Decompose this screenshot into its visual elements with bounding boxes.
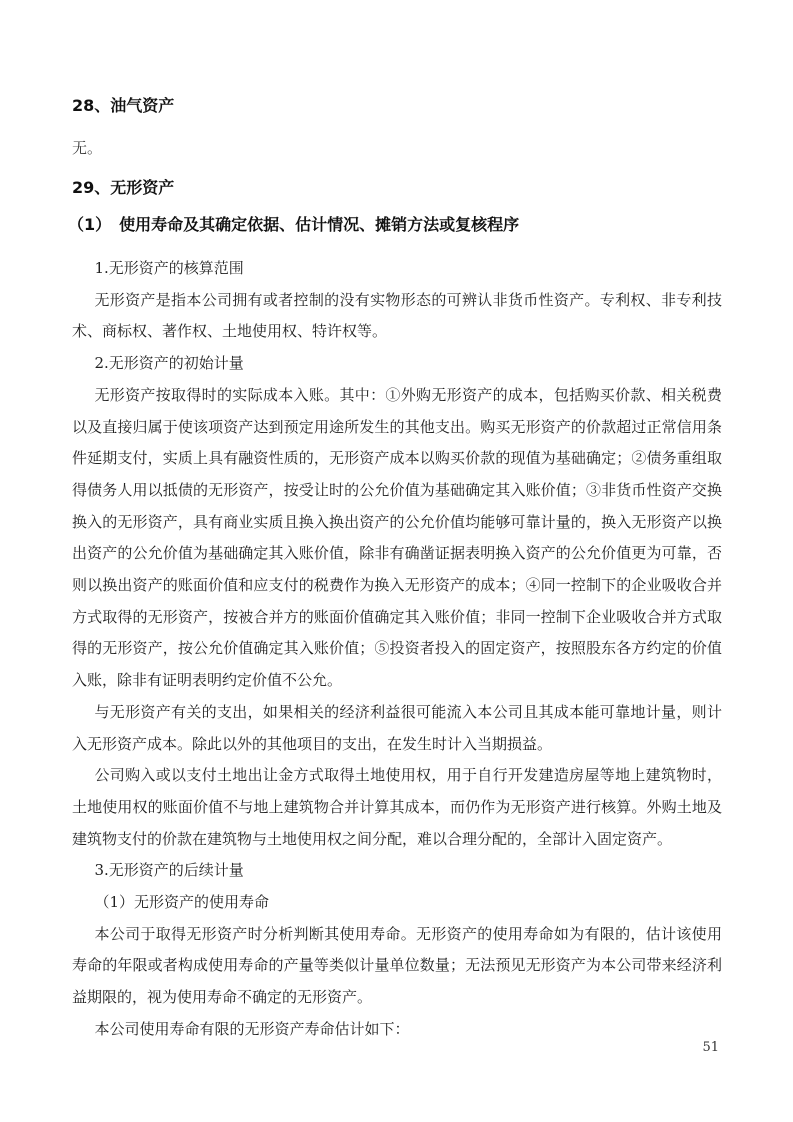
list-item-subsequent-measurement: 3.无形资产的后续计量 (94, 861, 244, 880)
paragraph-useful-life-estimate-intro: 本公司使用寿命有限的无形资产寿命估计如下： (94, 1019, 410, 1038)
page-number: 51 (702, 1040, 719, 1055)
paragraph-land-use-right: 公司购入或以支付土地出让金方式取得土地使用权，用于自行开发建造房屋等地上建筑物时，土地使用权的账面价值不与地上建筑物合并计算其成本，而仍作为无形资产进行核算。外购土地及建筑物支付的价款在建筑物与土地使用权之间分配，难以合理分配的，全部计入固定资产。 (72, 766, 722, 848)
paragraph-related-expenditure: 与无形资产有关的支出，如果相关的经济利益很可能流入本公司且其成本能可靠地计量，则计入无形资产成本。除此以外的其他项目的支出，在发生时计入当期损益。 (72, 702, 722, 753)
list-item-initial-measurement: 2.无形资产的初始计量 (94, 354, 244, 373)
section-heading-intangible-assets: 29、无形资产 (72, 178, 175, 197)
list-item-useful-life-of-intangibles: （1）无形资产的使用寿命 (94, 893, 270, 912)
section-heading-oil-gas-assets: 28、油气资产 (72, 96, 175, 115)
paragraph-definition: 无形资产是指本公司拥有或者控制的没有实物形态的可辨认非货币性资产。专利权、非专利技术、商标权、著作权、土地使用权、特许权等。 (72, 290, 722, 341)
paragraph-initial-measurement-detail: 无形资产按取得时的实际成本入账。其中：①外购无形资产的成本，包括购买价款、相关税费以及直接归属于使该项资产达到预定用途所发生的其他支出。购买无形资产的价款超过正常信用条件延期支付，实质上具有融资性质的，无形资产成本以购买价款的现值为基础确定；②债务重组取得债务人用以抵债的无形资产，按受让时的公允价值为基础确定其入账价值；③非货币性资产交换换入的无形资产，具有商业实质且换入换出资产的公允价值均能够可靠计量的，换入无形资产以换出资产的公允价值为基础确定其入账价值，除非有确凿证据表明换入资产的公允价值更为可靠，否则以换出资产的账面价值和应支付的税费作为换入无形资产的成本；④同一控制下的企业吸收合并方式取得的无形资产，按被合并方的账面价值确定其入账价值；非同一控制下企业吸收合并方式取得的无形资产，按公允价值确定其入账价值；⑤投资者投入的固定资产，按照股东各方约定的价值入账，除非有证明表明约定价值不公允。 (72, 385, 722, 690)
list-item-accounting-scope: 1.无形资产的核算范围 (94, 259, 244, 277)
none-statement: 无。 (72, 139, 103, 157)
subsection-heading-useful-life: （1） 使用寿命及其确定依据、估计情况、摊销方法或复核程序 (68, 215, 520, 234)
document-body (68, 94, 722, 1046)
paragraph-useful-life-judgement: 本公司于取得无形资产时分析判断其使用寿命。无形资产的使用寿命如为有限的，估计该使用寿命的年限或者构成使用寿命的产量等类似计量单位数量；无法预见无形资产为本公司带来经济利益期限的，视为使用寿命不确定的无形资产。 (72, 924, 722, 1007)
